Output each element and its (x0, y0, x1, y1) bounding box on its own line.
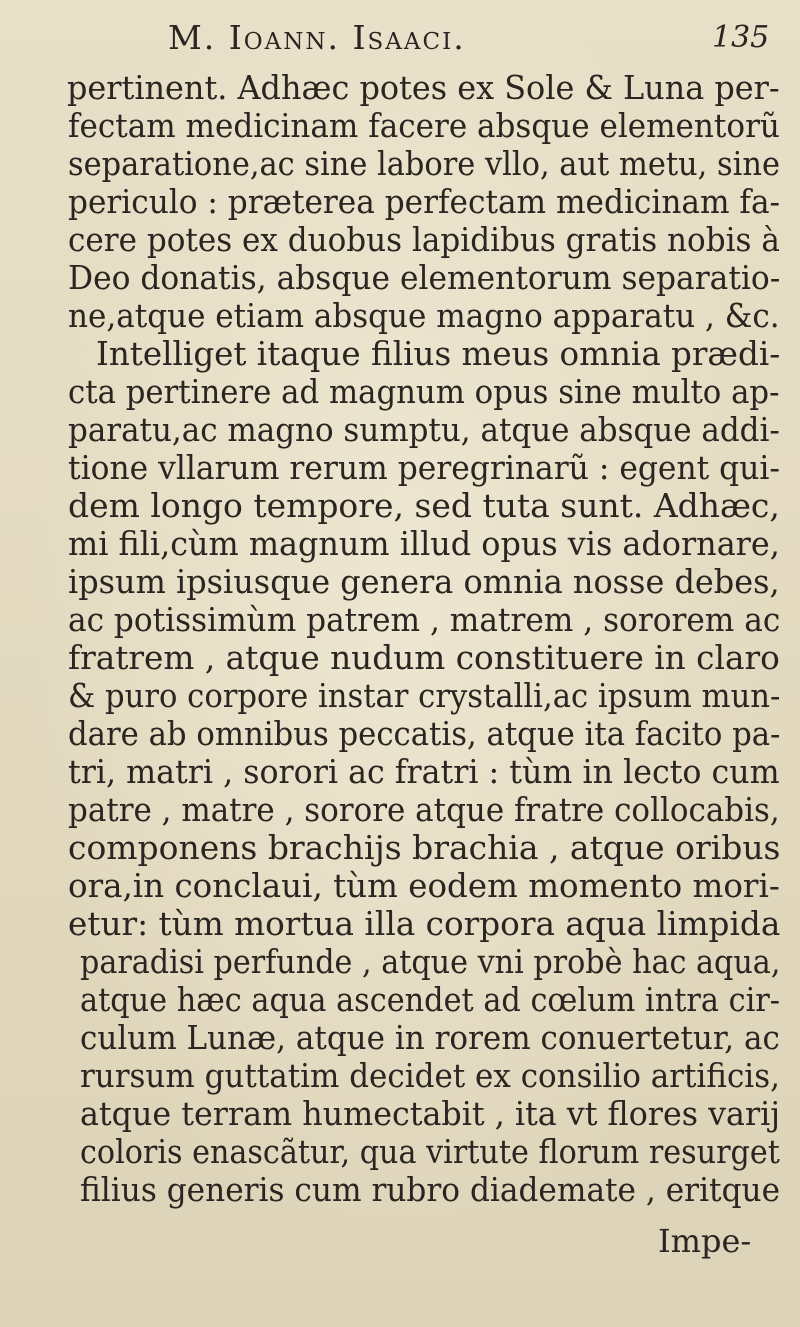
text-line: tione vllarum rerum peregrinarũ : egent qui- (68, 448, 781, 487)
text-line: mi fili,cùm magnum illud opus vis adornare, (68, 524, 780, 563)
text-line: periculo : præterea perfectam medicinam fa- (68, 182, 781, 221)
text-line: ipsum ipsiusque genera omnia nosse debes, (68, 562, 780, 601)
text-line: rursum guttatim decidet ex consilio artificis, (80, 1056, 780, 1095)
text-line: Intelliget itaque filius meus omnia prædi- (96, 334, 781, 373)
text-line: fectam medicinam facere absque elementorũ (68, 106, 780, 145)
text-line: cta pertinere ad magnum opus sine multo ap- (68, 372, 780, 411)
text-line: dare ab omnibus peccatis, atque ita facito pa- (68, 714, 781, 753)
running-head: M. Ioann. Isaaci. (168, 18, 466, 57)
text-line: dem longo tempore, sed tuta sunt. Adhæc, (68, 486, 780, 525)
text-line: coloris enascãtur, qua virtute florum resurget (80, 1132, 780, 1171)
text-line: ac potissimùm patrem , matrem , sororem ac (68, 600, 781, 639)
text-line: componens brachijs brachia , atque oribus (68, 828, 781, 867)
text-line: atque terram humectabit , ita vt flores varij (80, 1094, 781, 1133)
text-line: Deo donatis, absque elementorum separatio- (68, 258, 781, 297)
text-line: culum Lunæ, atque in rorem conuertetur, ac (80, 1018, 780, 1057)
text-line: ne,atque etiam absque magno apparatu , &c. (68, 296, 780, 335)
text-line: paradisi perfunde , atque vni probè hac aqua, (80, 942, 781, 981)
text-line: ora,in conclaui, tùm eodem momento mori- (68, 866, 780, 905)
text-line: cere potes ex duobus lapidibus gratis nobis à (68, 220, 780, 259)
text-line: fratrem , atque nudum constituere in claro (68, 638, 780, 677)
page-header (0, 14, 800, 66)
text-line: patre , matre , sorore atque fratre collocabis, (68, 790, 780, 829)
text-line: separatione,ac sine labore vllo, aut metu, sine (68, 144, 780, 183)
text-line: pertinent. Adhæc potes ex Sole & Luna per- (67, 68, 780, 107)
text-line: etur: tùm mortua illa corpora aqua limpida (68, 904, 781, 943)
text-line: tri, matri , sorori ac fratri : tùm in lecto cum (68, 752, 780, 791)
text-line: atque hæc aqua ascendet ad cœlum intra cir- (80, 980, 781, 1019)
catchword: Impe- (658, 1222, 752, 1260)
text-line: paratu,ac magno sumptu, atque absque addi- (68, 410, 780, 449)
text-line: filius generis cum rubro diademate , eritque (80, 1170, 781, 1209)
page-number: 135 (712, 20, 770, 55)
text-line: & puro corpore instar crystalli,ac ipsum mun- (68, 676, 781, 715)
